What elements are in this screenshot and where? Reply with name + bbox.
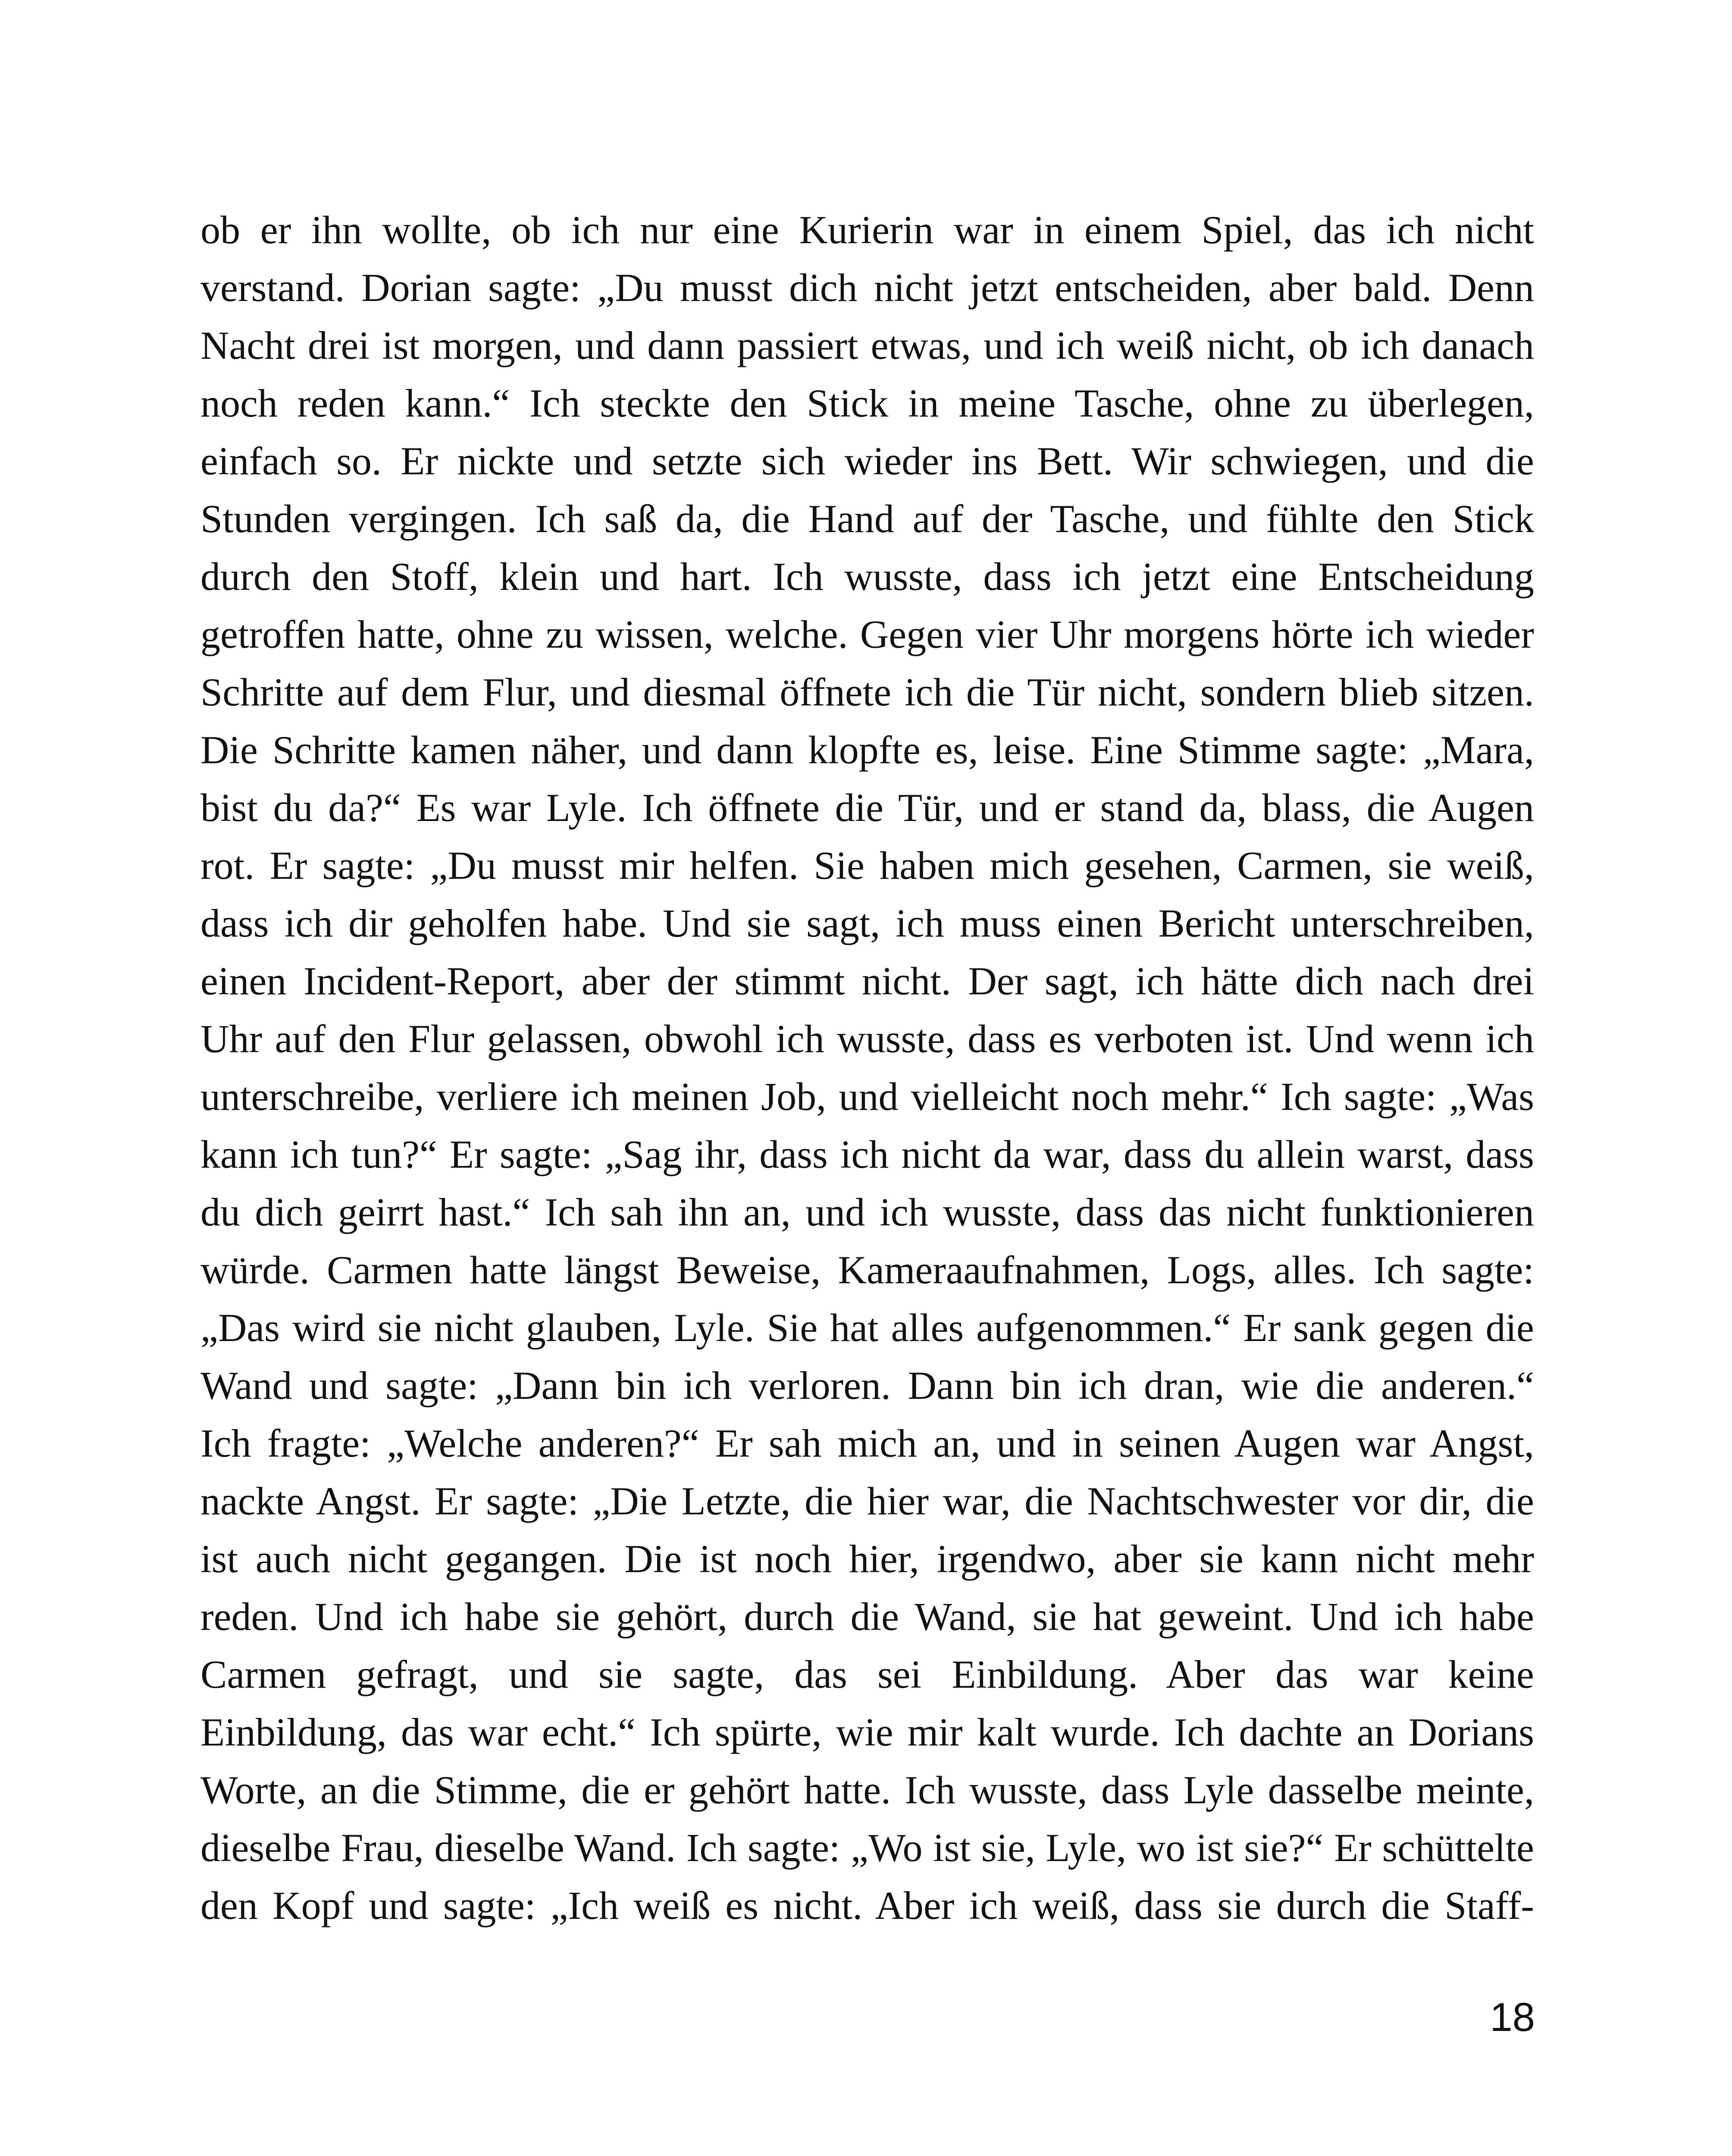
text-line: einfach so. Er nickte und setzte sich wieder ins Bett. Wir schwiegen, und die (200, 439, 1534, 483)
text-line: „Das wird sie nicht glauben, Lyle. Sie hat alles aufgenommen.“ Er sank gegen die (200, 1306, 1534, 1350)
text-line: ob er ihn wollte, ob ich nur eine Kurierin war in einem Spiel, das ich nicht (200, 208, 1534, 252)
text-line: Einbildung, das war echt.“ Ich spürte, wie mir kalt wurde. Ich dachte an Dorians (200, 1710, 1534, 1754)
text-line: würde. Carmen hatte längst Beweise, Kameraaufnahmen, Logs, alles. Ich sagte: (200, 1248, 1534, 1292)
text-line: noch reden kann.“ Ich steckte den Stick in meine Tasche, ohne zu überlegen, (200, 381, 1534, 425)
page-number: 18 (1490, 1994, 1535, 2040)
text-line: du dich geirrt hast.“ Ich sah ihn an, und ich wusste, dass das nicht funktionieren (200, 1190, 1534, 1234)
text-line: dieselbe Frau, dieselbe Wand. Ich sagte: „Wo ist sie, Lyle, wo ist sie?“ Er schüttelte (200, 1826, 1534, 1870)
text-line: Schritte auf dem Flur, und diesmal öffnete ich die Tür nicht, sondern blieb sitzen. (200, 670, 1534, 714)
text-line: reden. Und ich habe sie gehört, durch die Wand, sie hat geweint. Und ich habe (200, 1595, 1534, 1639)
text-line: Die Schritte kamen näher, und dann klopfte es, leise. Eine Stimme sagte: „Mara, (200, 728, 1534, 772)
text-line: Nacht drei ist morgen, und dann passiert etwas, und ich weiß nicht, ob ich danach (200, 323, 1534, 367)
text-line: nackte Angst. Er sagte: „Die Letzte, die hier war, die Nachtschwester vor dir, die (200, 1479, 1534, 1523)
text-line: Uhr auf den Flur gelassen, obwohl ich wusste, dass es verboten ist. Und wenn ich (200, 1017, 1534, 1061)
text-line: Stunden vergingen. Ich saß da, die Hand auf der Tasche, und fühlte den Stick (200, 497, 1534, 541)
text-line: Worte, an die Stimme, die er gehört hatte. Ich wusste, dass Lyle dasselbe meinte, (200, 1768, 1534, 1812)
text-line: rot. Er sagte: „Du musst mir helfen. Sie haben mich gesehen, Carmen, sie weiß, (200, 843, 1534, 887)
text-line: verstand. Dorian sagte: „Du musst dich nicht jetzt entscheiden, aber bald. Denn (200, 266, 1534, 310)
body-text (200, 201, 1534, 1934)
text-line: Ich fragte: „Welche anderen?“ Er sah mich an, und in seinen Augen war Angst, (200, 1421, 1534, 1465)
text-line: getroffen hatte, ohne zu wissen, welche. Gegen vier Uhr morgens hörte ich wieder (200, 612, 1534, 656)
text-line: kann ich tun?“ Er sagte: „Sag ihr, dass ich nicht da war, dass du allein warst, dass (200, 1132, 1534, 1176)
text-line: unterschreibe, verliere ich meinen Job, und vielleicht noch mehr.“ Ich sagte: „Was (200, 1075, 1534, 1119)
text-line: ist auch nicht gegangen. Die ist noch hier, irgendwo, aber sie kann nicht mehr (200, 1537, 1534, 1581)
text-line: einen Incident-Report, aber der stimmt nicht. Der sagt, ich hätte dich nach drei (200, 959, 1534, 1003)
text-line: Wand und sagte: „Dann bin ich verloren. Dann bin ich dran, wie die anderen.“ (200, 1363, 1534, 1407)
text-line: durch den Stoff, klein und hart. Ich wusste, dass ich jetzt eine Entscheidung (200, 555, 1534, 599)
text-line: Carmen gefragt, und sie sagte, das sei Einbildung. Aber das war keine (200, 1652, 1534, 1696)
text-line: dass ich dir geholfen habe. Und sie sagt, ich muss einen Bericht unterschreiben, (200, 901, 1534, 945)
text-line: den Kopf und sagte: „Ich weiß es nicht. Aber ich weiß, dass sie durch die Staff- (200, 1883, 1534, 1927)
text-line: bist du da?“ Es war Lyle. Ich öffnete die Tür, und er stand da, blass, die Augen (200, 786, 1534, 830)
